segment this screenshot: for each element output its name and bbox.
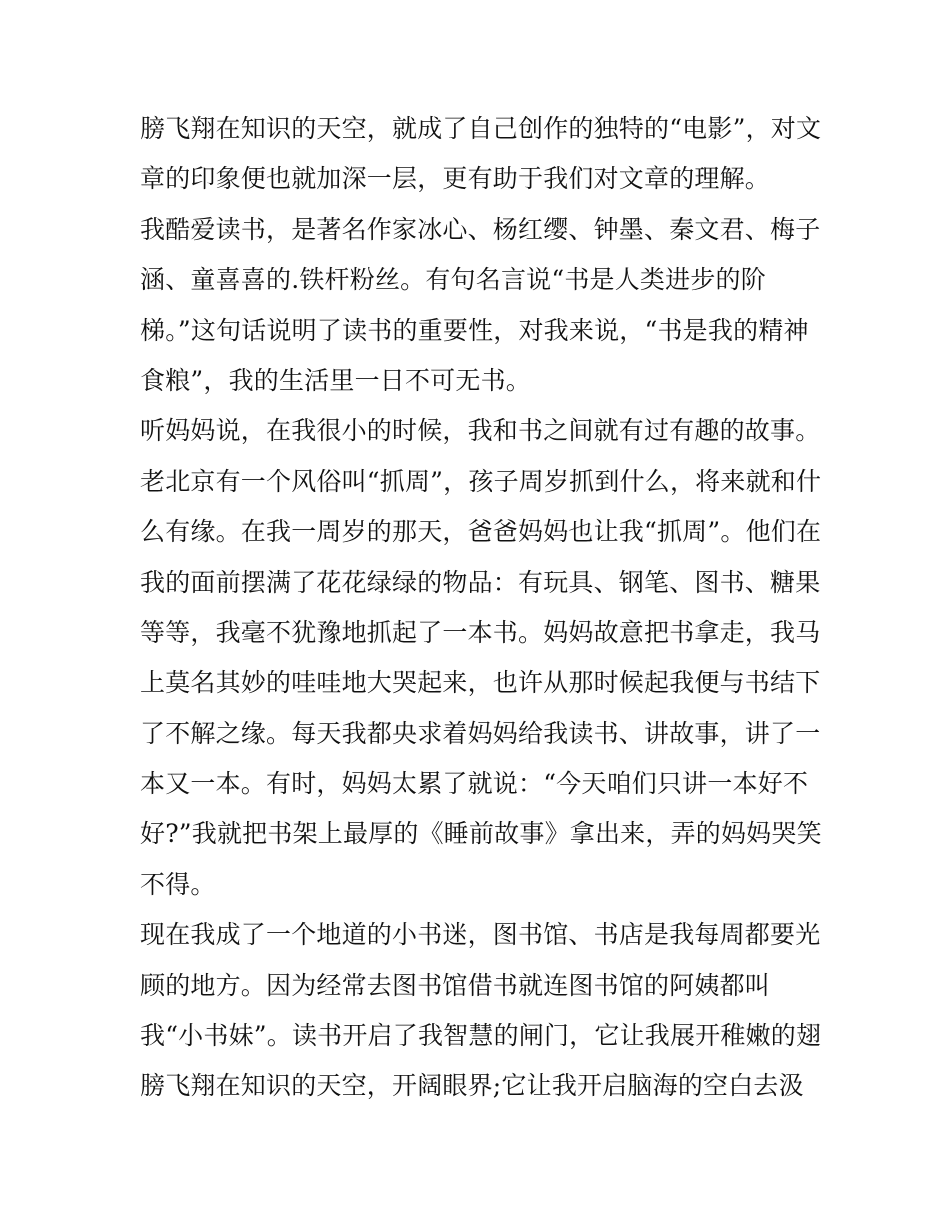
text-line-1: 膀飞翔在知识的天空，就成了自己创作的独特的“电影”，对文 — [140, 114, 822, 143]
text-line-13: 了不解之缘。每天我都央求着妈妈给我读书、讲故事，讲了一 — [140, 718, 821, 748]
text-line-7: 听妈妈说，在我很小的时候，我和书之间就有过有趣的故事。 — [140, 416, 821, 446]
document-body — [140, 104, 830, 1112]
text-line-2: 章的印象便也就加深一层，更有助于我们对文章的理解。 — [140, 164, 771, 194]
text-line-8: 老北京有一个风俗叫“抓周”，孩子周岁抓到什么，将来就和什 — [140, 466, 822, 496]
text-line-3: 我酷爱读书，是著名作家冰心、杨红缨、钟墨、秦文君、梅子 — [140, 214, 821, 244]
text-line-20: 膀飞翔在知识的天空，开阔眼界;它让我开启脑海的空白去汲 — [140, 1071, 804, 1101]
text-line-5: 梯。”这句话说明了读书的重要性，对我来说，“书是我的精神 — [140, 315, 809, 345]
text-line-12: 上莫名其妙的哇哇地大哭起来，也许从那时候起我便与书结下 — [140, 668, 821, 698]
text-line-6: 食粮”，我的生活里一日不可无书。 — [140, 365, 531, 395]
text-line-11: 等等，我毫不犹豫地抓起了一本书。妈妈故意把书拿走，我马 — [140, 617, 821, 647]
text-line-15: 好?”我就把书架上最厚的《睡前故事》拿出来，弄的妈妈哭笑 — [140, 819, 822, 849]
text-line-16: 不得。 — [140, 869, 216, 899]
text-line-18: 顾的地方。因为经常去图书馆借书就连图书馆的阿姨都叫 — [140, 970, 771, 1000]
text-line-19: 我“小书妹”。读书开启了我智慧的闸门，它让我展开稚嫩的翅 — [140, 1021, 822, 1051]
text-line-14: 本又一本。有时，妈妈太累了就说：“今天咱们只讲一本好不 — [140, 769, 809, 799]
text-line-4: 涵、童喜喜的.铁杆粉丝。有句名言说“书是人类进步的阶 — [140, 265, 766, 295]
text-line-9: 么有缘。在我一周岁的那天，爸爸妈妈也让我“抓周”。他们在 — [140, 517, 822, 547]
text-line-10: 我的面前摆满了花花绿绿的物品：有玩具、钢笔、图书、糖果 — [140, 567, 821, 597]
text-line-17: 现在我成了一个地道的小书迷，图书馆、书店是我每周都要光 — [140, 920, 821, 950]
